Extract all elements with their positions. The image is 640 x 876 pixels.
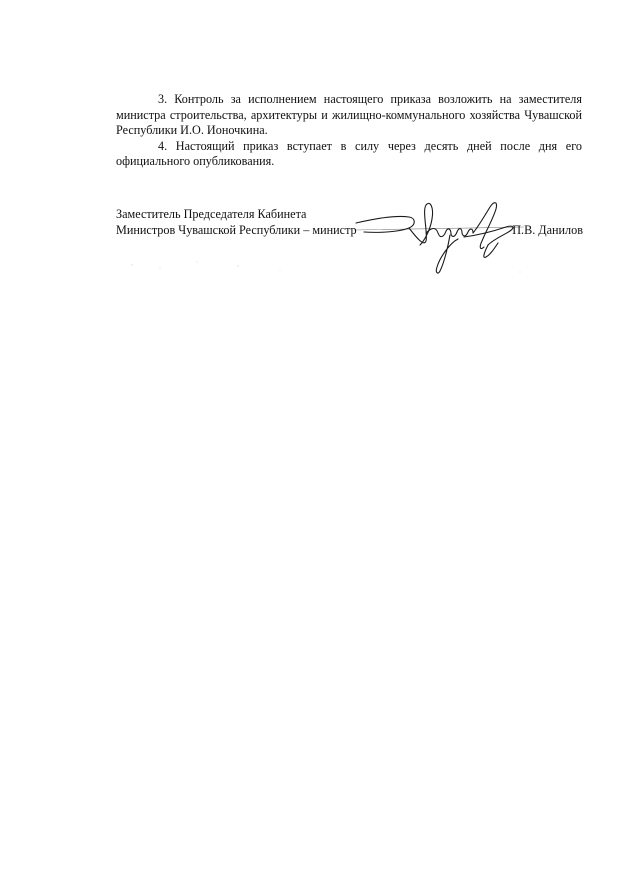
signatory-position-line2: Министров Чувашской Республики – министр	[116, 222, 357, 237]
paragraph-4: 4. Настоящий приказ вступает в силу через десять дней после дня его официального опубликования.	[116, 138, 582, 168]
signatory-name: П.В. Данилов	[512, 222, 583, 237]
paragraph-3: 3. Контроль за исполнением настоящего приказа возложить на заместителя министра строительства, архитектуры и жилищно-коммунального хозяйства Чувашской Республики И.О. Ионочкина.	[116, 92, 582, 137]
signatory-position-line1: Заместитель Председателя Кабинета	[116, 207, 307, 221]
